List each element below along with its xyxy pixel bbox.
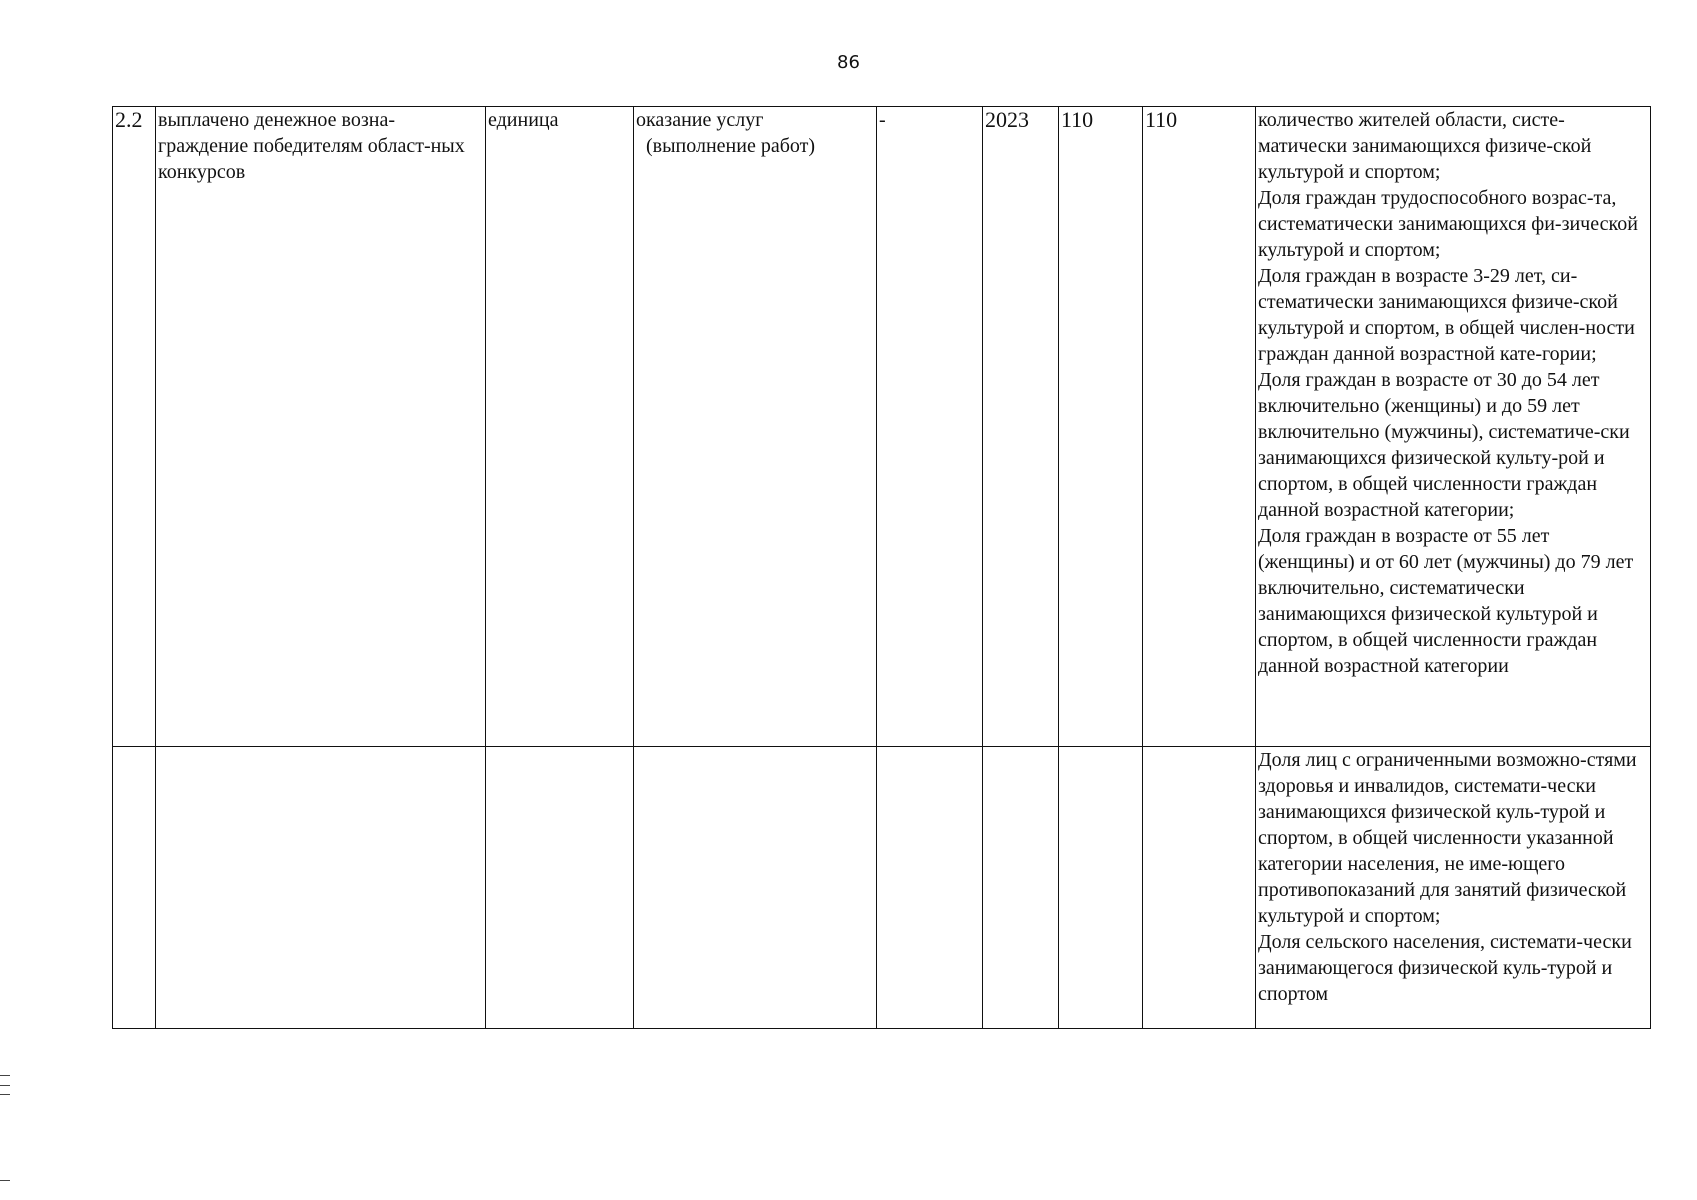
indicator-item: Доля граждан в возрасте от 30 до 54 лет включительно (женщины) и до 59 лет включительно (мужчины), систематиче-ски занимающихся физической культу-рой и спортом, в общей численности граждан данной возрастной категории; bbox=[1258, 369, 1630, 521]
cell-value-2: 110 bbox=[1143, 107, 1256, 747]
type-line-2: (выполнение работ) bbox=[646, 135, 816, 157]
margin-mark bbox=[0, 1180, 10, 1181]
cell-year: 2023 bbox=[983, 107, 1059, 747]
indicator-item: Доля лиц с ограниченными возможно-стями здоровья и инвалидов, системати-чески занимающихся физической куль-турой и спортом, в общей численности указанной категории населения, не име-ющего противопоказаний для занятий физической культурой и спортом; bbox=[1258, 749, 1637, 927]
cell-dash: - bbox=[877, 107, 983, 747]
margin-mark bbox=[0, 1094, 10, 1095]
cell-empty bbox=[486, 747, 634, 1029]
cell-unit: единица bbox=[486, 107, 634, 747]
cell-row-number: 2.2 bbox=[113, 107, 156, 747]
program-table bbox=[112, 106, 1651, 1029]
cell-empty bbox=[877, 747, 983, 1029]
table-row-main bbox=[113, 107, 1651, 747]
table-row-continuation bbox=[113, 747, 1651, 1029]
cell-empty bbox=[156, 747, 486, 1029]
page-number: 86 bbox=[837, 52, 860, 73]
indicator-item: Доля сельского населения, системати-чески занимающегося физической куль-турой и спортом bbox=[1258, 931, 1632, 1005]
indicator-item: Доля граждан трудоспособного возрас-та, систематически занимающихся фи-зической культурой и спортом; bbox=[1258, 187, 1638, 261]
indicator-item: Доля граждан в возрасте 3-29 лет, си-стематически занимающихся физиче-ской bbox=[1258, 265, 1618, 313]
indicator-item: культурой и спортом, в общей числен-ности граждан данной возрастной кате-гории; bbox=[1258, 317, 1635, 365]
cell-indicators-part2 bbox=[1256, 747, 1651, 1029]
cell-empty bbox=[1059, 747, 1143, 1029]
cell-event-name: выплачено денежное возна-граждение победителям област-ных конкурсов bbox=[156, 107, 486, 747]
cell-value-1: 110 bbox=[1059, 107, 1143, 747]
indicator-item: Доля граждан в возрасте от 55 лет (женщины) и от 60 лет (мужчины) до 79 лет включительно, систематически занимающихся физической культурой и спортом, в общей численности граждан данной возрастной категории bbox=[1258, 525, 1634, 677]
indicators-part1-clip bbox=[1258, 107, 1650, 731]
type-line-1: оказание услуг bbox=[636, 109, 764, 131]
indicator-item: количество жителей области, систе-матически занимающихся физиче-ской культурой и спортом; bbox=[1258, 109, 1592, 183]
margin-mark bbox=[0, 1085, 10, 1086]
cell-empty bbox=[113, 747, 156, 1029]
margin-mark bbox=[0, 1075, 10, 1076]
cell-empty bbox=[1143, 747, 1256, 1029]
cell-type bbox=[634, 107, 877, 747]
cell-indicators-part1 bbox=[1256, 107, 1651, 747]
cell-empty bbox=[634, 747, 877, 1029]
cell-empty bbox=[983, 747, 1059, 1029]
